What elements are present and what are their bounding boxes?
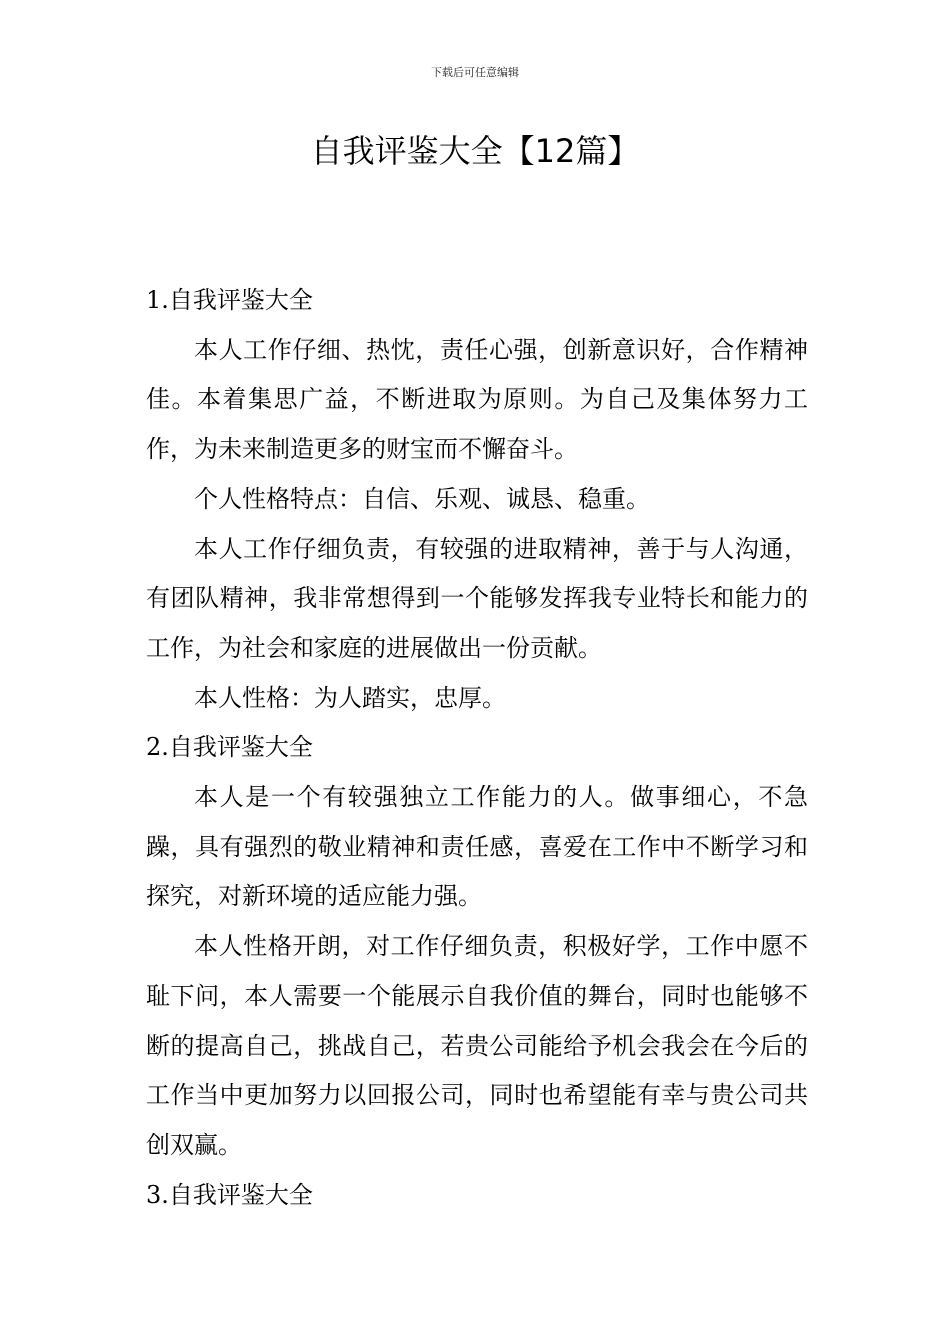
section-heading: 2.自我评鉴大全	[146, 733, 313, 762]
section-heading: 3.自我评鉴大全	[146, 1180, 313, 1209]
document-body	[146, 276, 808, 1220]
paragraph: 本人是一个有较强独立工作能力的人。做事细心，不急躁，具有强烈的敬业精神和责任感，喜爱在工作中不断学习和探究，对新环境的适应能力强。	[146, 783, 808, 911]
paragraph: 本人工作仔细、热忱，责任心强，创新意识好，合作精神佳。本着集思广益，不断进取为原则。为自己及集体努力工作，为未来制造更多的财宝而不懈奋斗。	[146, 335, 808, 464]
paragraph: 个人性格特点：自信、乐观、诚恳、稳重。	[194, 484, 650, 513]
section-heading: 1.自我评鉴大全	[146, 286, 313, 314]
header-note: 下载后可任意编辑	[431, 66, 519, 79]
paragraph: 本人性格：为人踏实，忠厚。	[194, 683, 506, 712]
document-title: 自我评鉴大全【12篇】	[310, 132, 640, 170]
paragraph: 本人性格开朗，对工作仔细负责，积极好学，工作中愿不耻下问，本人需要一个能展示自我价值的舞台，同时也能够不断的提高自己，挑战自己，若贵公司能给予机会我会在今后的工作当中更加努力以回报公司，同时也希望能有幸与贵公司共创双赢。	[146, 932, 808, 1159]
paragraph: 本人工作仔细负责，有较强的进取精神，善于与人沟通，有团队精神，我非常想得到一个能够发挥我专业特长和能力的工作，为社会和家庭的进展做出一份贡献。	[146, 534, 808, 662]
